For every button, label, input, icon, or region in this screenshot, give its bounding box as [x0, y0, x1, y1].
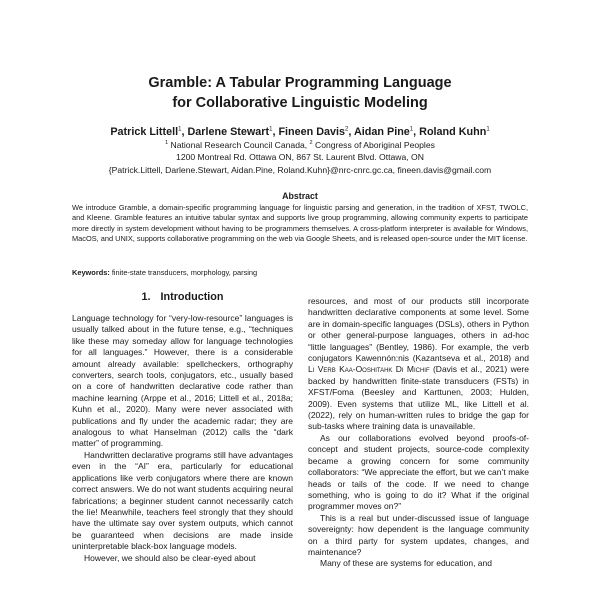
- author: Fineen Davis$^2$,: [278, 125, 354, 138]
- section-number: 1.: [141, 291, 151, 303]
- paragraph: Language technology for “very-low-resource” languages is usually talked about in the future tense, e.g., “techniques like these may someday allow for language technologies for all languages.” However, there is a considerable amount already available: spellcheckers, orthography converters, search tools, conjugators, etc., usually based on a core of handwritten declarative code rather than machine learning (Arppe et al., 2016; Littell et al., 2018a; Kuhn et al., 2020). Many were never associated with publications and fly under the academic radar; they are analogous to what Hanselman (2012) calls the “dark matter” of programming.: [72, 313, 293, 449]
- author: Aidan Pine$^1$,: [354, 125, 420, 138]
- title-line-2: for Collaborative Linguistic Modeling: [172, 95, 428, 111]
- abstract-text: We introduce Gramble, a domain-specific programming language for linguistic parsing and generation, in the tradition of XFST, TWOLC, and Kleene. Gramble features an intuitive tabular syntax and supports live group programming, allowing community experts to participate more directly in system development without having to be programmers themselves. A cross-platform interpreter is available for Windows, MacOS, and UNIX, supports collaborative programming on the web via Google Sheets, and is released open-source under the MIT license.: [72, 203, 528, 244]
- abstract-heading: Abstract: [282, 191, 318, 201]
- keywords: [72, 268, 528, 277]
- section-heading: [72, 290, 293, 304]
- affiliation-orgs: $^1$ National Research Council Canada, $^2$ Congress of Aboriginal Peoples: [165, 139, 435, 150]
- paragraph: This is a real but under-discussed issue of language sovereignty: how dependent is the language community on a third party for system updates, changes, and maintenance?: [308, 512, 529, 557]
- title-line-1: Gramble: A Tabular Programming Language: [148, 75, 452, 91]
- keywords-list: finite-state transducers, morphology, parsing: [109, 268, 258, 277]
- left-column: [72, 290, 293, 564]
- author: Roland Kuhn$^1$: [419, 125, 490, 138]
- author: Patrick Littell$^1$,: [110, 125, 188, 138]
- affiliation-address: 1200 Montreal Rd. Ottawa ON, 867 St. Laurent Blvd. Ottawa, ON: [176, 152, 424, 163]
- paragraph: However, we should also be clear-eyed about: [84, 552, 256, 563]
- paragraph: Many of these are systems for education, and: [320, 558, 492, 569]
- paragraph: Handwritten declarative programs still have advantages even in the “AI” era, particularly for educational applications like verb conjugators where there are known correct answers. We do not want students acquiring neural fabrications; a beginner student cannot necessarily catch the lie! Meanwhile, teachers feel strongly that they should have the ultimate say over system outputs, which cannot be guaranteed when decisions are made inside uninterpretable black-box language models.: [72, 449, 293, 552]
- author-emails: {Patrick.Littell, Darlene.Stewart, Aidan.Pine, Roland.Kuhn}@nrc-cnrc.gc.ca, fineen.davis@gmail.com: [108, 164, 492, 175]
- section-title: Introduction: [160, 291, 224, 303]
- author: Darlene Stewart$^1$,: [187, 125, 279, 138]
- paragraph: As our collaborations evolved beyond proofs-of-concept and student projects, source-code complexity became a growing concern for some community collaborators: “We appreciate the effort, but we can’t make heads or tails of the code. If we need to change something, who is going to do it? What if the original programmer moves on?”: [308, 432, 529, 512]
- small-caps-name: Li Verb Kaa-Ooshitahk Di Michif: [308, 364, 430, 375]
- paragraph: resources, and most of our products still incorporate handwritten declarative components at some level. Some are in domain-specific languages (DSLs), others in Python or other general-purpose languages, others in ad-hoc “little languages” (Bentley, 1986). For example, the verb conjugators Kawennón:nis (Kazantseva et al., 2018) and Li Verb Kaa-Ooshitahk Di Michif (Davis et al., 2021) were backed by handwritten finite-state transducers (FSTs) in XFST/Foma (Beesley and Karttunen, 2003; Hulden, 2009). Even systems that utilize ML, like Littell et al. (2022), rely on human-written rules to bridge the gap for sub-tasks where training data is unavailable.: [308, 296, 529, 432]
- paper-title: [0, 73, 600, 113]
- keywords-label: Keywords:: [72, 268, 110, 277]
- right-column: [308, 296, 529, 570]
- abstract-body: [72, 203, 528, 245]
- affiliations: [0, 137, 600, 176]
